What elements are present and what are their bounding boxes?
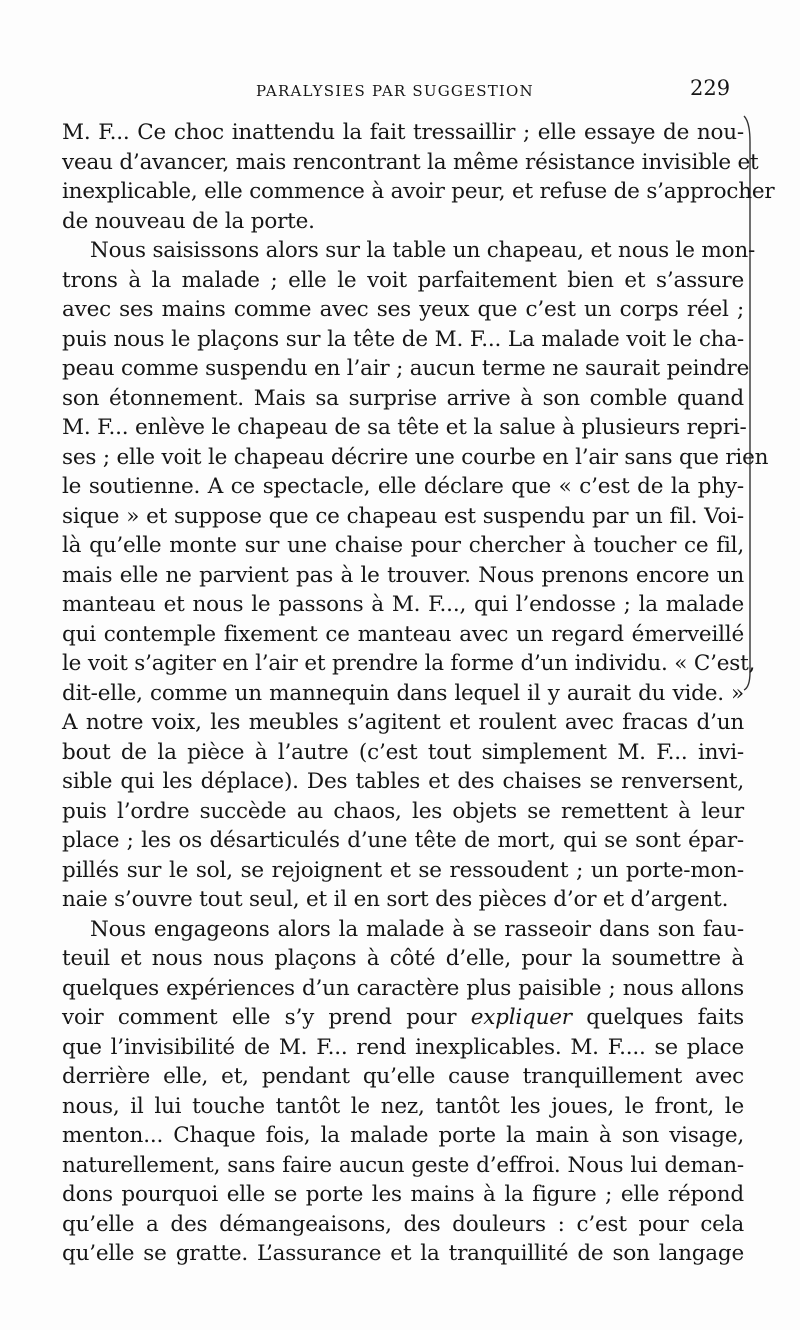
text-line: qu’elle a des démangeaisons, des douleurs : c’est pour cela [62, 1211, 744, 1237]
text-line: M. F... enlève le chapeau de sa tête et la salue à plusieurs repri- [62, 415, 747, 440]
text-line: sible qui les déplace). Des tables et des chaises se renversent, [62, 769, 744, 794]
text-line: quelques expériences d’un caractère plus paisible ; nous allons [62, 975, 744, 1001]
text-line: derrière elle, et, pendant qu’elle cause tranquillement avec [62, 1064, 744, 1089]
text-line: teuil et nous nous plaçons à côté d’elle, pour la soumettre à [62, 946, 744, 971]
text-line: de nouveau de la porte. [62, 208, 315, 234]
text-line: A notre voix, les meubles s’agitent et roulent avec fracas d’un [62, 710, 744, 735]
text-line: que l’invisibilité de M. F... rend inexplicables. M. F.... se place [62, 1034, 744, 1060]
text-line: nous, il lui touche tantôt le nez, tantôt les joues, le front, le [62, 1093, 744, 1119]
text-line: menton... Chaque fois, la malade porte la main à son visage, [62, 1123, 744, 1148]
paragraph-start-line: Nous saisissons alors sur la table un chapeau, et nous le mon- [90, 238, 756, 263]
text-line: avec ses mains comme avec ses yeux que c’est un corps réel ; [62, 297, 744, 322]
text-line: pillés sur le sol, se rejoignent et se ressoudent ; un porte-mon- [62, 857, 744, 883]
text-line: son étonnement. Mais sa surprise arrive à son comble quand [62, 385, 744, 411]
text-line: dit-elle, comme un mannequin dans lequel il y aurait du vide. » [62, 680, 744, 706]
text-line: le voit s’agiter en l’air et prendre la forme d’un individu. « C’est, [62, 651, 756, 676]
text-line: mais elle ne parvient pas à le trouver. Nous prenons encore un [62, 562, 744, 588]
body-text [62, 118, 775, 1269]
text-line: qu’elle se gratte. L’assurance et la tranquillité de son langage [62, 1241, 744, 1266]
text-line: M. F... Ce choc inattendu la fait tressaillir ; elle essaye de nou- [62, 120, 744, 145]
running-title: PARALYSIES PAR SUGGESTION [256, 82, 534, 100]
text-line: naie s’ouvre tout seul, et il en sort des pièces d’or et d’argent. [62, 887, 729, 912]
text-segment: quelques faits [571, 1005, 744, 1030]
text-line: peau comme suspendu en l’air ; aucun terme ne saurait peindre [62, 356, 750, 381]
text-line: ses ; elle voit le chapeau décrire une courbe en l’air sans que rien [62, 444, 769, 470]
text-line: veau d’avancer, mais rencontrant la même résistance invisible et [62, 149, 759, 175]
text-line: qui contemple fixement ce manteau avec un regard émerveillé [62, 621, 744, 647]
text-line: là qu’elle monte sur une chaise pour chercher à toucher ce fil, [62, 533, 744, 558]
text-line: puis nous le plaçons sur la tête de M. F... La malade voit le cha- [62, 326, 744, 352]
text-line: puis l’ordre succède au chaos, les objets se remettent à leur [62, 798, 744, 824]
text-line: le soutienne. A ce spectacle, elle déclare que « c’est de la phy- [62, 474, 744, 499]
text-segment: voir comment elle s’y prend pour [62, 1005, 471, 1030]
text-line: bout de la pièce à l’autre (c’est tout simplement M. F... invi- [62, 739, 744, 765]
text-line: trons à la malade ; elle le voit parfaitement bien et s’assure [62, 267, 744, 293]
paragraph-start-line: Nous engageons alors la malade à se rasseoir dans son fau- [90, 916, 744, 942]
text-line: manteau et nous le passons à M. F..., qui l’endosse ; la malade [62, 592, 744, 617]
text-line: inexplicable, elle commence à avoir peur, et refuse de s’approcher [62, 179, 775, 204]
text-line: sique » et suppose que ce chapeau est suspendu par un fil. Voi- [62, 503, 744, 529]
text-line: naturellement, sans faire aucun geste d’effroi. Nous lui deman- [62, 1152, 744, 1178]
text-line-with-emphasis [62, 1003, 744, 1033]
text-line: place ; les os désarticulés d’une tête de mort, qui se sont épar- [62, 828, 744, 853]
page-number: 229 [690, 76, 731, 100]
emphasized-word: expliquer [470, 1005, 572, 1030]
text-line: dons pourquoi elle se porte les mains à la figure ; elle répond [62, 1182, 744, 1207]
